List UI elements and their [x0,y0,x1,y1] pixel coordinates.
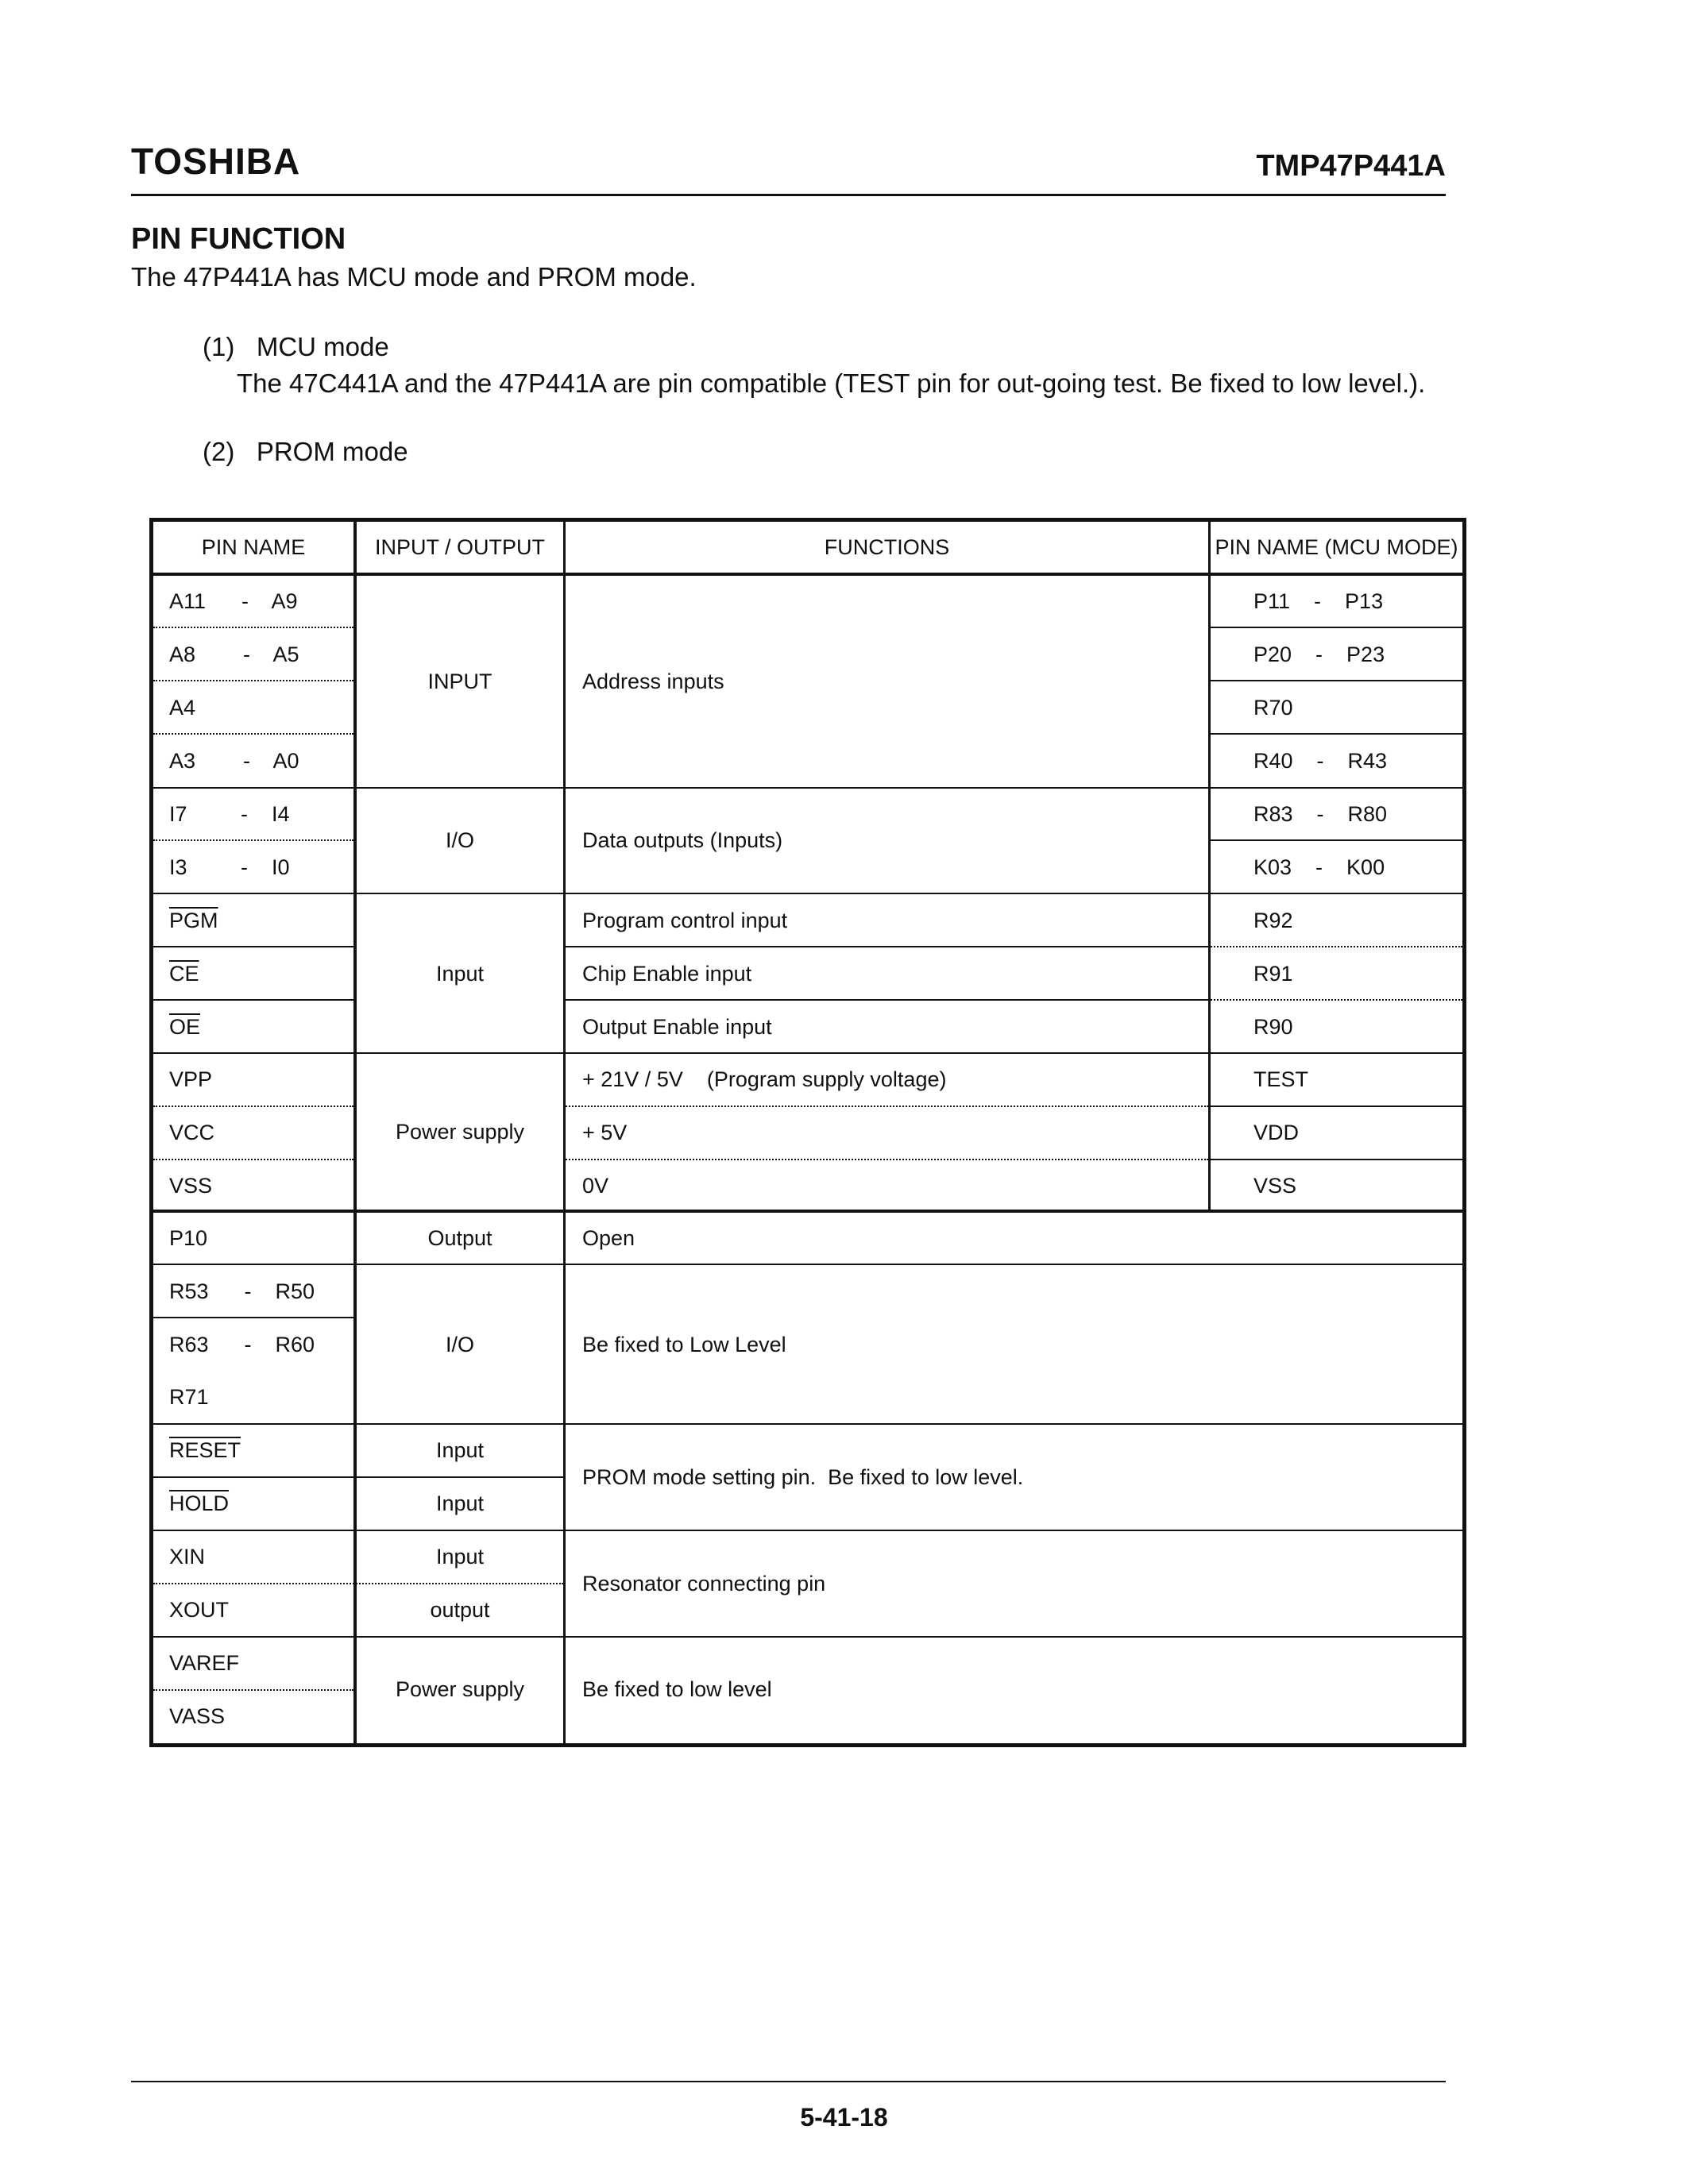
io-control: Input [435,961,485,986]
pin-name-vass: VASS [169,1704,226,1728]
col-header-pin-name: PIN NAME [201,534,306,559]
footer-rule [131,2081,1446,2082]
function-r-ports: Be fixed to Low Level [582,1332,786,1356]
io-reset: Input [435,1438,485,1462]
pin-name-hold: HOLD [169,1491,230,1515]
pin-name-a3-a0: A3 - A0 [169,748,299,773]
section-title: PIN FUNCTION [131,222,346,256]
mcu-pin-vss: VSS [1253,1173,1297,1198]
pin-name-oe: $\overline{OE}$ [169,1014,201,1039]
pin-name-i3-i0: I3 - I0 [169,855,290,879]
mcu-pin-r90: R90 [1253,1014,1293,1039]
pin-name-xin: XIN [169,1545,206,1569]
function-oe: Output Enable input [582,1014,772,1039]
io-xout: output [430,1598,490,1622]
pin-name-vss: VSS [169,1173,213,1198]
pin-name-a4: A4 [169,695,196,720]
function-p10: Open [582,1225,635,1250]
header-rule [131,194,1446,196]
item-mcu-mode-detail: The 47C441A and the 47P441A are pin compatible (TEST pin for out-going test. Be fixed to low level.). [237,369,1426,398]
mcu-pin-k03-k00: K03 - K00 [1253,855,1385,879]
function-vcc: + 5V [582,1120,628,1144]
io-vref: Power supply [395,1677,525,1701]
io-r-ports: I/O [445,1332,474,1356]
col-header-io: INPUT / OUTPUT [374,534,545,559]
function-address: Address inputs [582,669,724,693]
io-p10: Output [427,1225,492,1250]
pin-name-pgm: $\overline{PGM}$ [169,908,218,932]
mcu-pin-r91: R91 [1253,961,1293,986]
pin-name-xout: XOUT [169,1598,230,1622]
pin-name-varef: VAREF [169,1651,240,1675]
pin-name-ce: $\overline{CE}$ [169,961,199,986]
item-mcu-mode: (1) MCU mode [203,332,389,361]
item-prom-mode: (2) PROM mode [203,437,408,466]
pin-name-p10: P10 [169,1225,208,1250]
brand-logo: TOSHIBA [131,141,301,182]
function-resonator: Resonator connecting pin [582,1571,826,1596]
page-number: 5-41-18 [800,2103,888,2132]
function-pgm: Program control input [582,908,788,932]
pin-name-i7-i4: I7 - I4 [169,801,290,826]
mcu-pin-r83-r80: R83 - R80 [1253,801,1388,826]
mcu-pin-p11-p13: P11 - P13 [1253,588,1384,613]
pin-name-r71: R71 [169,1384,209,1409]
pin-name-r53-r50: R53 - R50 [169,1279,315,1303]
mcu-pin-r40-r43: R40 - R43 [1253,748,1388,773]
pin-name-vcc: VCC [169,1120,215,1144]
io-address: INPUT [427,669,492,693]
function-vpp: + 21V / 5V (Program supply voltage) [582,1067,947,1091]
io-power: Power supply [395,1119,525,1144]
pin-name-a8-a5: A8 - A5 [169,642,299,666]
mcu-pin-r92: R92 [1253,908,1293,932]
col-header-functions: FUNCTIONS [824,534,950,559]
io-data: I/O [445,828,474,852]
io-hold: Input [435,1491,485,1515]
function-vss: 0V [582,1173,609,1198]
pin-name-a11-a9: A11 - A9 [169,588,298,613]
mcu-pin-test: TEST [1253,1067,1309,1091]
part-number: TMP47P441A [1256,149,1446,183]
mcu-pin-r70: R70 [1253,695,1293,720]
pin-name-vpp: VPP [169,1067,213,1091]
mcu-pin-vdd: VDD [1253,1120,1300,1144]
function-prom-setting: PROM mode setting pin. Be fixed to low level. [582,1464,1024,1489]
col-header-mcu-pin: PIN NAME (MCU MODE) [1215,534,1458,559]
function-data: Data outputs (Inputs) [582,828,783,852]
function-ce: Chip Enable input [582,961,752,986]
pin-name-reset: RESET [169,1438,241,1462]
pin-name-r63-r60: R63 - R60 [169,1332,315,1356]
intro-text: The 47P441A has MCU mode and PROM mode. [131,262,697,291]
pin-function-table [149,518,1466,1747]
mcu-pin-p20-p23: P20 - P23 [1253,642,1385,666]
io-xin: Input [435,1545,485,1569]
function-vref: Be fixed to low level [582,1677,772,1701]
